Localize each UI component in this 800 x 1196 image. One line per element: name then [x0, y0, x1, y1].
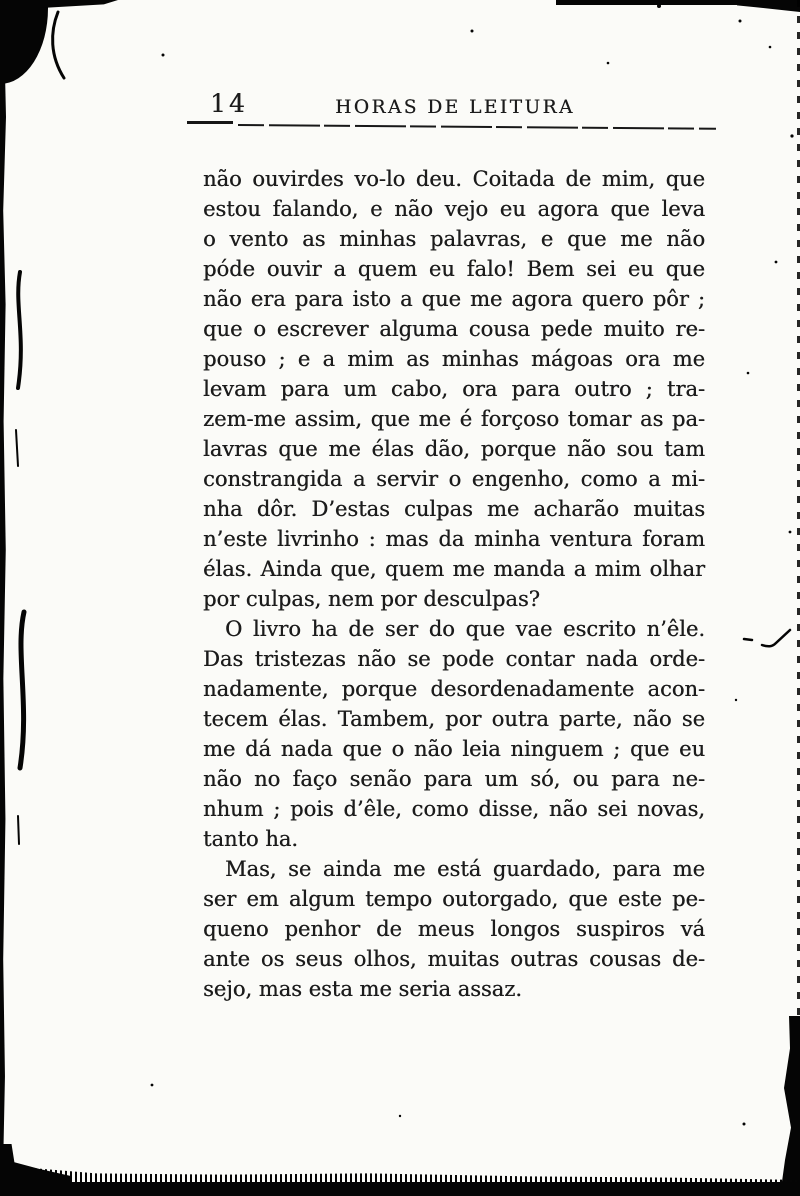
text-line: não era para isto a que me agora quero pôr ; — [203, 287, 705, 311]
ink-smudge — [20, 612, 24, 768]
page-number-underline — [187, 121, 233, 124]
text-line: constrangida a servir o engenho, como a mi- — [203, 467, 705, 491]
text-line: estou falando, e não vejo eu agora que leva — [203, 197, 705, 221]
text-line: élas. Ainda que, quem me manda a mim olhar — [203, 557, 705, 581]
scan-corner-blob-bottomright — [780, 1016, 800, 1196]
ink-smudge — [53, 12, 64, 78]
text-line: nha dôr. D’estas culpas me acharão muitas — [203, 497, 705, 521]
text-line: pouso ; e a mim as minhas mágoas ora me — [203, 347, 705, 371]
text-line: tanto ha. — [203, 827, 298, 851]
text-line: Mas, se ainda me está guardado, para me — [225, 857, 705, 881]
text-line: ante os seus olhos, muitas outras cousas de- — [203, 947, 705, 971]
scan-edge-bottom — [0, 1182, 800, 1196]
scan-edge-top-left-band — [0, 0, 118, 8]
text-line: ser em algum tempo outorgado, que este pe- — [203, 887, 705, 911]
text-line: que o escrever alguma cousa pede muito re- — [203, 317, 705, 341]
ink-smudge — [16, 430, 18, 466]
text-line: zem-me assim, que me é forçoso tomar as pa- — [203, 407, 705, 431]
text-line: nhum ; pois d’êle, como disse, não sei novas, — [203, 797, 705, 821]
text-line: tecem élas. Tambem, por outra parte, não se — [203, 707, 705, 731]
text-line: não no faço senão para um só, ou para ne- — [203, 767, 705, 791]
text-line: levam para um cabo, ora para outro ; tra- — [203, 377, 705, 401]
text-line: nadamente, porque desordenadamente acon- — [203, 677, 705, 701]
scan-corner-topright — [737, 0, 800, 12]
text-line: por culpas, nem por desculpas? — [203, 587, 540, 611]
header-rule — [238, 124, 716, 130]
text-line: queno penhor de meus longos suspiros vá — [203, 917, 705, 941]
scan-edge-left — [0, 0, 8, 1170]
text-line: não ouvirdes vo-lo deu. Coitada de mim, que — [203, 167, 705, 191]
scan-edge-bottom-texture — [0, 1156, 800, 1186]
page-body — [203, 164, 705, 1004]
text-line: O livro ha de ser do que vae escrito n’êle. — [225, 617, 705, 641]
text-line: n’este livrinho : mas da minha ventura foram — [203, 527, 705, 551]
text-line: Das tristezas não se pode contar nada orde- — [203, 647, 705, 671]
scan-corner-blob-bottomleft — [0, 1144, 72, 1196]
scan-corner-blob-topleft — [0, 0, 48, 84]
text-line: o vento as minhas palavras, e que me não — [203, 227, 705, 251]
running-title: HORAS DE LEITURA — [335, 97, 575, 118]
text-line: sejo, mas esta me seria assaz. — [203, 977, 522, 1001]
text-line: me dá nada que o não leia ninguem ; que eu — [203, 737, 705, 761]
text-line: póde ouvir a quem eu falo! Bem sei eu que — [203, 257, 705, 281]
ink-smudge — [18, 816, 19, 844]
page-number: 14 — [210, 89, 248, 118]
ink-smudge — [18, 272, 21, 388]
scan-edge-top-right — [556, 0, 800, 5]
checkmark-artifact — [744, 639, 752, 640]
checkmark-artifact — [762, 630, 790, 646]
text-line: lavras que me élas dão, porque não sou tam — [203, 437, 705, 461]
